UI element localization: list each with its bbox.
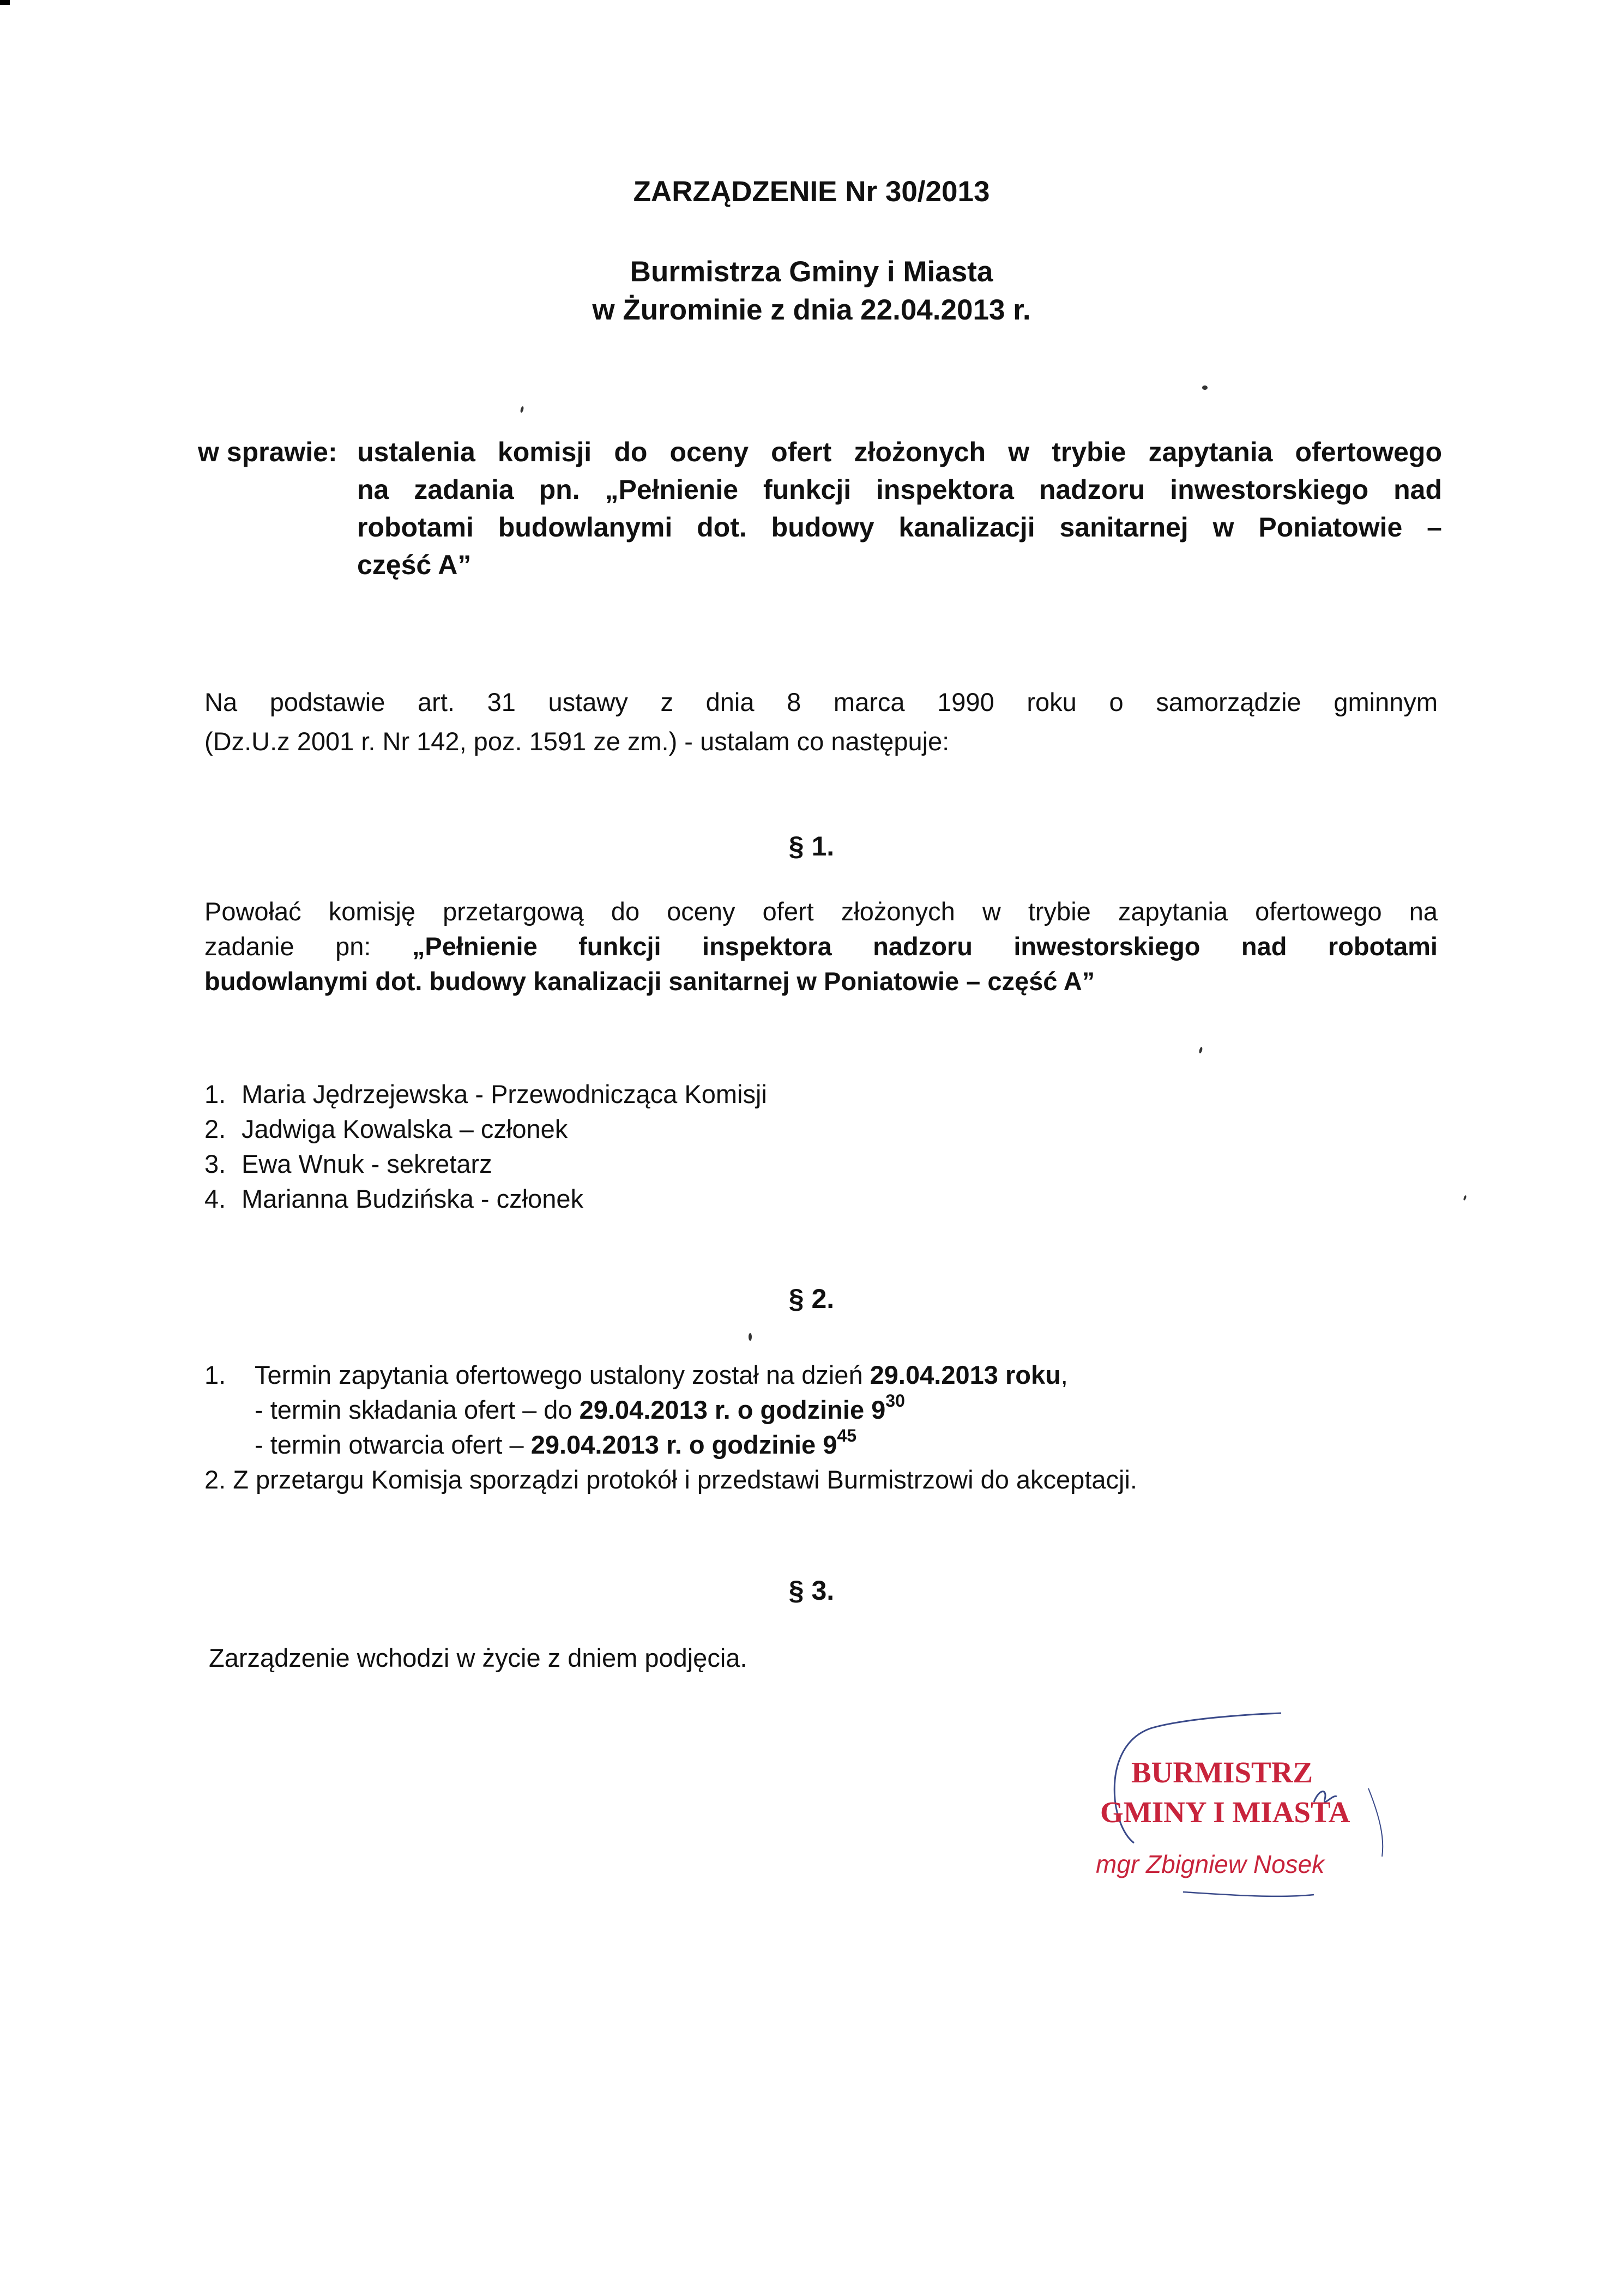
- section-2-sub-2-bold: 29.04.2013 r. o godzinie 9: [530, 1430, 837, 1459]
- subject-line-1: ustalenia komisji do oceny ofert złożonych w trybie zapytania ofertowego: [357, 437, 1442, 467]
- list-item-text: Jadwiga Kowalska – członek: [242, 1114, 568, 1143]
- list-item-text: Marianna Budzińska - członek: [242, 1184, 583, 1213]
- section-3-heading: § 3.: [788, 1575, 835, 1606]
- section-2-sub-1-plain: - termin składania ofert – do: [255, 1395, 580, 1424]
- list-item-number: 2.: [204, 1114, 226, 1143]
- scan-speck: [1202, 385, 1208, 390]
- subject-line-2: na zadania pn. „Pełnienie funkcji inspektora nadzoru inwestorskiego nad: [357, 474, 1442, 505]
- section-2-item-1-date: 29.04.2013 roku: [870, 1360, 1061, 1389]
- subject-block: [198, 433, 1441, 584]
- section-1-paragraph: [204, 894, 1438, 999]
- closing-statement: Zarządzenie wchodzi w życie z dniem podjęcia.: [209, 1643, 747, 1672]
- document-title: ZARZĄDZENIE Nr 30/2013: [633, 176, 990, 208]
- list-item-number: 1.: [204, 1080, 226, 1108]
- stamp-signatory-name: mgr Zbigniew Nosek: [1096, 1850, 1325, 1878]
- subject-line-3: robotami budowlanymi dot. budowy kanalizacji sanitarnej w Poniatowie –: [357, 512, 1442, 543]
- mayor-stamp: [1085, 1707, 1417, 1914]
- list-item-text: Maria Jędrzejewska - Przewodnicząca Komisji: [242, 1080, 767, 1108]
- stamp-text-line-1: BURMISTRZ: [1131, 1756, 1313, 1789]
- committee-members-list: [204, 1077, 968, 1216]
- scan-edge-mark: [0, 0, 10, 5]
- subject-line-4: część A”: [357, 550, 472, 580]
- section-2-item-2: 2. Z przetargu Komisja sporządzi protokół i przedstawi Burmistrzowi do akceptacji.: [204, 1465, 1137, 1494]
- section-2-sub-1-minutes: 30: [885, 1391, 905, 1411]
- section-2-item-1-plain: Termin zapytania ofertowego ustalony został na dzień: [255, 1360, 870, 1389]
- section-1-line-2-plain: zadanie pn:: [204, 932, 412, 961]
- legal-basis: [204, 683, 1438, 761]
- subject-row-3: [198, 509, 1441, 546]
- section-2-sub-1-bold: 29.04.2013 r. o godzinie 9: [579, 1395, 886, 1424]
- scan-speck: [520, 406, 524, 413]
- section-2-sub-2-minutes: 45: [837, 1426, 856, 1445]
- section-1-line-1: Powołać komisję przetargową do oceny ofert złożonych w trybie zapytania ofertowego na: [204, 897, 1438, 926]
- section-2-item-1-number: 1.: [204, 1360, 226, 1389]
- list-item-number: 3.: [204, 1149, 226, 1178]
- section-2-heading: § 2.: [788, 1283, 835, 1314]
- section-1-heading: § 1.: [788, 831, 835, 861]
- subject-row-4: [198, 546, 1441, 584]
- legal-basis-line-1: Na podstawie art. 31 ustawy z dnia 8 marca 1990 roku o samorządzie gminnym: [204, 688, 1438, 716]
- section-2-list: [204, 1358, 1458, 1497]
- section-1-line-3: budowlanymi dot. budowy kanalizacji sanitarnej w Poniatowie – część A”: [204, 967, 1095, 996]
- scan-speck: [1199, 1047, 1203, 1054]
- list-item: [204, 1182, 968, 1216]
- subject-label: w sprawie:: [198, 437, 337, 467]
- list-item: [204, 1112, 968, 1147]
- scan-speck: [1463, 1195, 1467, 1201]
- issuer-line-2: w Żurominie z dnia 22.04.2013 r.: [592, 294, 1031, 326]
- stamp-text-line-2: GMINY I MIASTA: [1100, 1795, 1350, 1829]
- section-2-sub-1: [204, 1393, 1458, 1427]
- section-1-line-2-bold: „Pełnienie funkcji inspektora nadzoru inwestorskiego nad robotami: [412, 932, 1438, 961]
- list-item: [204, 1077, 968, 1112]
- section-2-sub-2-plain: - termin otwarcia ofert –: [255, 1430, 531, 1459]
- list-item: [204, 1147, 968, 1182]
- section-1-line-2: [204, 929, 1438, 964]
- subject-row-2: [198, 471, 1441, 509]
- subject-row-1: [198, 433, 1441, 471]
- section-2-sub-2: [204, 1427, 1458, 1462]
- section-2-item-1-end: ,: [1060, 1360, 1068, 1389]
- section-2-item-1: [204, 1358, 1458, 1393]
- list-item-text: Ewa Wnuk - sekretarz: [242, 1149, 492, 1178]
- list-item-number: 4.: [204, 1184, 226, 1213]
- legal-basis-line-2: (Dz.U.z 2001 r. Nr 142, poz. 1591 ze zm.) - ustalam co następuje:: [204, 727, 950, 756]
- issuer-line-1: Burmistrza Gminy i Miasta: [630, 256, 993, 288]
- scan-speck: [749, 1333, 752, 1341]
